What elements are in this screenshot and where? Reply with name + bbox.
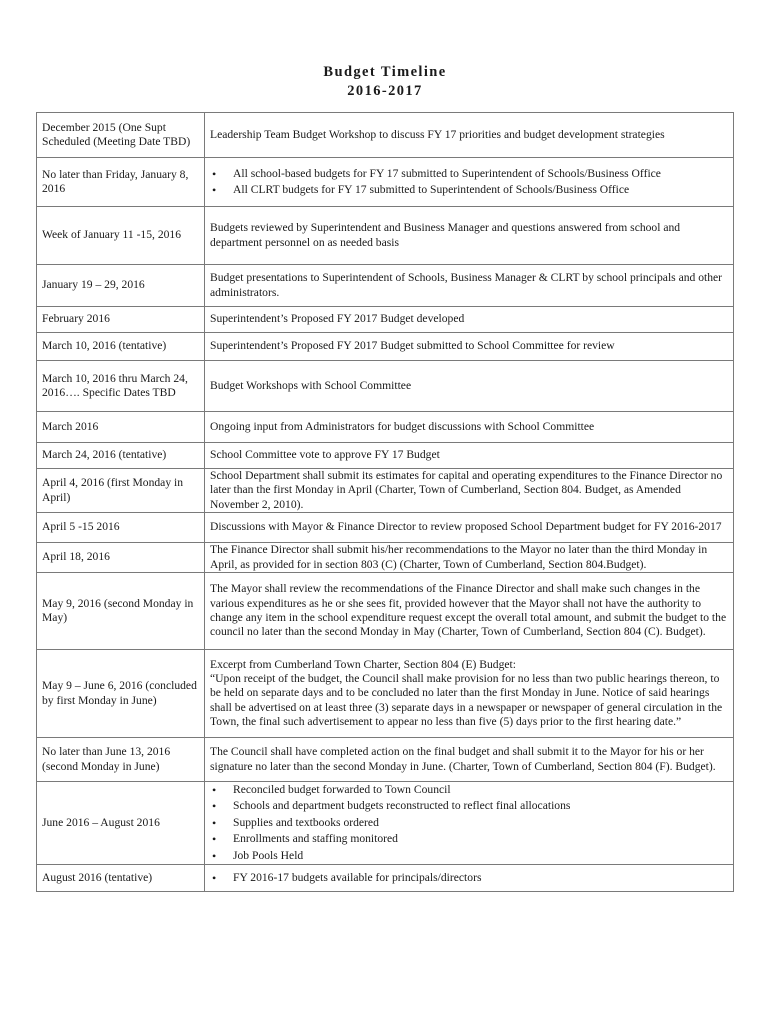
date-cell: February 2016 (37, 307, 205, 333)
budget-timeline-table (36, 112, 734, 892)
date-cell: March 2016 (37, 412, 205, 443)
activity-cell: The Mayor shall review the recommendations of the Finance Director and shall make such changes in the various expenditures as he or she sees fit, provided however that the Mayor shall not have the authority to change any item in the school expenditure request except the overall total amount, and submit the budget to the council no later than the second Monday in May (Charter, Town of Cumberland, Section 804 (C). Budget). (205, 573, 734, 650)
activity-cell: Superintendent’s Proposed FY 2017 Budget submitted to School Committee for review (205, 333, 734, 361)
activity-cell: Budget Workshops with School Committee (205, 361, 734, 412)
date-cell: No later than June 13, 2016 (second Monday in June) (37, 738, 205, 782)
bullet-list (210, 782, 728, 864)
table-row (37, 513, 734, 543)
activity-cell: School Department shall submit its estimates for capital and operating expenditures to the Finance Director no later than the first Monday in April (Charter, Town of Cumberland, Section 804. Budget, as Amended November 2, 2010). (205, 469, 734, 513)
date-cell: Week of January 11 -15, 2016 (37, 207, 205, 265)
charter-excerpt-quote: “Upon receipt of the budget, the Council shall make provision for no less than two public hearings thereon, to be held on separate days and to be concluded no later than the first Monday in June. Notice of said hearings shall be advertised on at least three (3) separate days in a newspaper or newspaper of general circulation in the Town, the final such advertisement to appear no less than five (5) days prior to the first hearing date.” (210, 672, 723, 728)
title-line-1: Budget Timeline (323, 64, 447, 80)
table-row (37, 113, 734, 158)
activity-cell: Budgets reviewed by Superintendent and Business Manager and questions answered from school and department personnel on as needed basis (205, 207, 734, 265)
date-cell: December 2015 (One Supt Scheduled (Meeting Date TBD) (37, 113, 205, 158)
list-item: • Job Pools Held (210, 848, 728, 864)
date-cell: March 24, 2016 (tentative) (37, 443, 205, 469)
list-item: • Supplies and textbooks ordered (210, 815, 728, 831)
table-row (37, 738, 734, 782)
table-row (37, 207, 734, 265)
date-cell: August 2016 (tentative) (37, 865, 205, 892)
bullet-list (210, 166, 728, 199)
table-row (37, 307, 734, 333)
table-row (37, 412, 734, 443)
activity-cell: Budget presentations to Superintendent of Schools, Business Manager & CLRT by school principals and other administrators. (205, 265, 734, 307)
table-row (37, 469, 734, 513)
list-item: • All CLRT budgets for FY 17 submitted to Superintendent of Schools/Business Office (210, 182, 728, 198)
activity-cell (205, 782, 734, 865)
list-item: • Schools and department budgets reconstructed to reflect final allocations (210, 798, 728, 814)
list-item: • Enrollments and staffing monitored (210, 831, 728, 847)
charter-excerpt-heading: Excerpt from Cumberland Town Charter, Section 804 (E) Budget: (210, 657, 516, 671)
date-cell: April 18, 2016 (37, 543, 205, 573)
table-row (37, 265, 734, 307)
document-title (0, 63, 770, 101)
table-row (37, 865, 734, 892)
table-row (37, 443, 734, 469)
table-row (37, 782, 734, 865)
activity-cell: The Council shall have completed action on the final budget and shall submit it to the Mayor for his or her signature no later than the second Monday in June. (Charter, Town of Cumberland, Section 804 (F). Budget). (205, 738, 734, 782)
bullet-list (210, 870, 728, 886)
date-cell: January 19 – 29, 2016 (37, 265, 205, 307)
table-row (37, 333, 734, 361)
activity-cell (205, 158, 734, 207)
activity-cell: The Finance Director shall submit his/her recommendations to the Mayor no later than the third Monday in April, as provided for in section 803 (C) (Charter, Town of Cumberland, Section 804.Budget). (205, 543, 734, 573)
table-row (37, 361, 734, 412)
activity-cell: Leadership Team Budget Workshop to discuss FY 17 priorities and budget development strategies (205, 113, 734, 158)
activity-cell: Ongoing input from Administrators for budget discussions with School Committee (205, 412, 734, 443)
title-line-2: 2016-2017 (347, 83, 423, 99)
table-row (37, 650, 734, 738)
activity-cell (205, 865, 734, 892)
activity-cell: School Committee vote to approve FY 17 Budget (205, 443, 734, 469)
table-row (37, 573, 734, 650)
list-item: • All school-based budgets for FY 17 submitted to Superintendent of Schools/Business Office (210, 166, 728, 182)
activity-cell: Discussions with Mayor & Finance Director to review proposed School Department budget for FY 2016-2017 (205, 513, 734, 543)
activity-cell: Superintendent’s Proposed FY 2017 Budget developed (205, 307, 734, 333)
list-item: • FY 2016-17 budgets available for principals/directors (210, 870, 728, 886)
table-row (37, 543, 734, 573)
table-row (37, 158, 734, 207)
date-cell: March 10, 2016 thru March 24, 2016…. Specific Dates TBD (37, 361, 205, 412)
date-cell: May 9 – June 6, 2016 (concluded by first Monday in June) (37, 650, 205, 738)
date-cell: No later than Friday, January 8, 2016 (37, 158, 205, 207)
list-item: • Reconciled budget forwarded to Town Council (210, 782, 728, 798)
date-cell: May 9, 2016 (second Monday in May) (37, 573, 205, 650)
date-cell: March 10, 2016 (tentative) (37, 333, 205, 361)
date-cell: June 2016 – August 2016 (37, 782, 205, 865)
activity-cell (205, 650, 734, 738)
date-cell: April 5 -15 2016 (37, 513, 205, 543)
date-cell: April 4, 2016 (first Monday in April) (37, 469, 205, 513)
